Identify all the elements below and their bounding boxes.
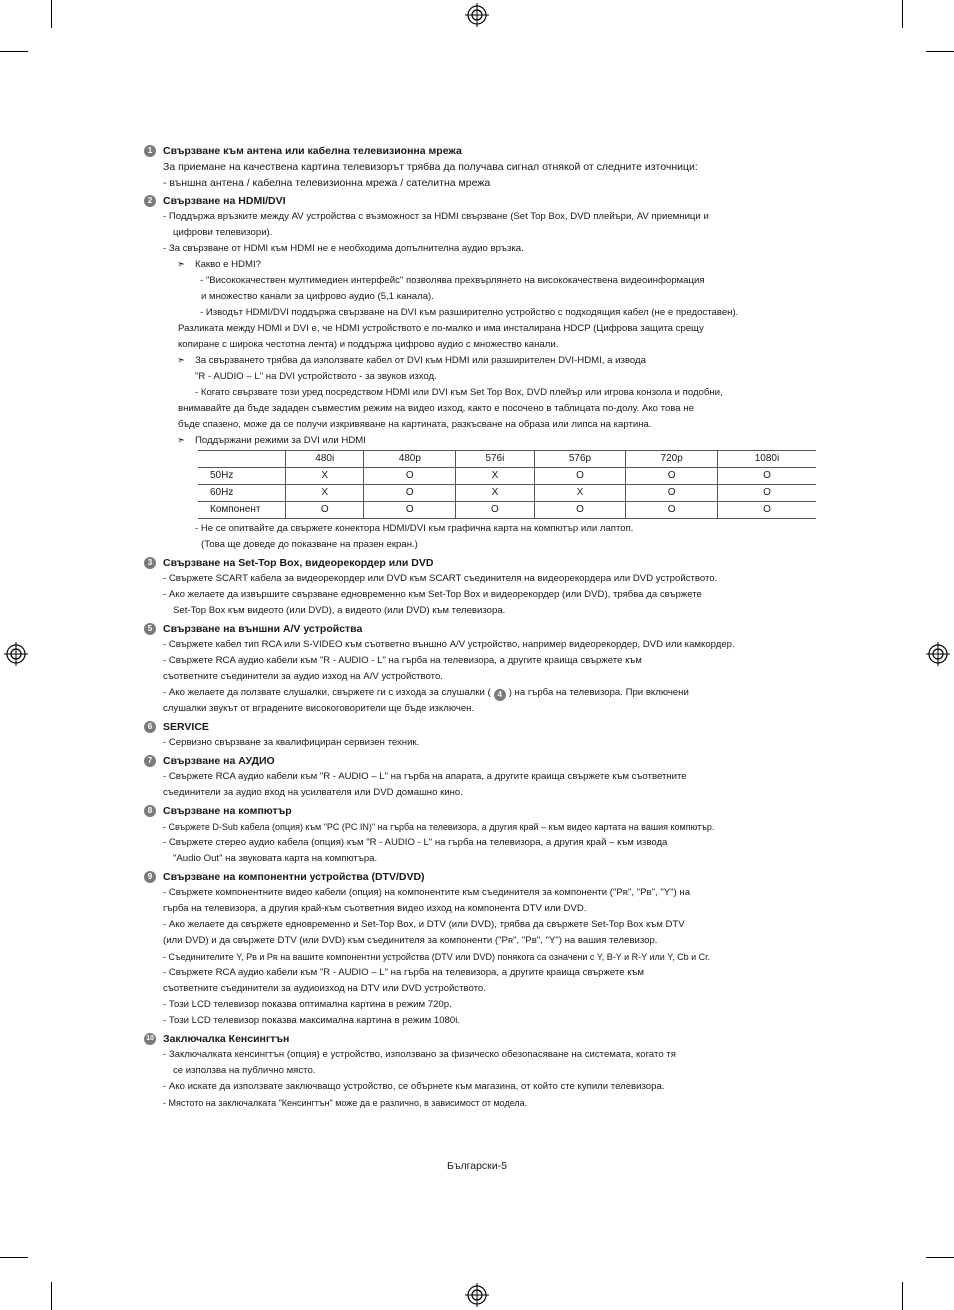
crop-mark bbox=[926, 51, 954, 52]
section-heading bbox=[144, 869, 824, 885]
text-line: - Свържете компонентните видео кабели (опция) на компонентите към съединителя за компоненти ("Pʀ", "Pʙ", "Y") на bbox=[163, 887, 691, 898]
note-line bbox=[144, 257, 824, 273]
table-cell: X bbox=[456, 468, 534, 485]
table-cell: O bbox=[717, 468, 816, 485]
registration-mark-icon bbox=[4, 642, 28, 666]
section-set-top-box bbox=[144, 555, 824, 619]
text-line: гърба на телевизора, а другия край-към съответния видео изход на компонента DTV или DVD. bbox=[163, 903, 587, 914]
section-heading bbox=[144, 143, 824, 159]
section-kensington bbox=[144, 1031, 824, 1111]
crop-mark bbox=[902, 1282, 903, 1310]
text-line: - Ако желаете да извършите свързване едновременно към Set-Top Box и видеорекордер (или DVD), трябва да свържете bbox=[163, 589, 702, 600]
table-cell: O bbox=[626, 502, 718, 519]
table-cell: 50Hz bbox=[198, 468, 286, 485]
text-line: копиране с широка честотна лента) и поддържа цифрово аудио с множество канали. bbox=[178, 339, 559, 350]
section-number-badge: 1 bbox=[144, 145, 156, 157]
note-text: За свързването трябва да използвате кабел от DVI към HDMI или разширителен DVI-HDMI, а извода bbox=[195, 355, 646, 366]
table-header-cell: 576p bbox=[534, 451, 626, 468]
crop-mark bbox=[902, 0, 903, 28]
text-line: - Поддържа връзките между AV устройства с възможност за HDMI свързване (Set Top Box, DVD плейъри, AV приемници и bbox=[163, 211, 709, 222]
text-line: - Когато свързвате този уред посредством HDMI или DVI към Set Top Box, DVD плейър или игрова конзола и подобни, bbox=[195, 387, 723, 398]
section-external-av bbox=[144, 621, 824, 717]
text-line bbox=[144, 685, 824, 701]
table-cell: O bbox=[717, 485, 816, 502]
text-line: За приемане на качествена картина телевизорът трябва да получава сигнал отнякой от следните източници: bbox=[163, 161, 698, 173]
table-cell: 60Hz bbox=[198, 485, 286, 502]
section-title: Свързване на външни A/V устройства bbox=[163, 623, 363, 635]
registration-mark-icon bbox=[465, 3, 489, 27]
table-cell: O bbox=[626, 485, 718, 502]
arrow-note-icon: ➣ bbox=[177, 259, 186, 270]
arrow-note-icon: ➣ bbox=[177, 355, 186, 366]
section-component bbox=[144, 869, 824, 1029]
table-cell: Компонент bbox=[198, 502, 286, 519]
text-line: съединители за аудио вход на усилвателя или DVD домашно кино. bbox=[163, 787, 463, 798]
text-line: - Свържете SCART кабела за видеорекордер или DVD към SCART съединителя на видеорекордера или DVD устройството. bbox=[163, 573, 718, 584]
crop-mark bbox=[0, 1257, 28, 1258]
text-line: цифрови телевизори). bbox=[173, 227, 273, 238]
section-number-badge: 5 bbox=[144, 623, 156, 635]
text-line: се използва на публично място. bbox=[173, 1065, 316, 1076]
text-line: - външна антена / кабелна телевизионна мрежа / сателитна мрежа bbox=[163, 177, 491, 189]
text-line: - Свържете D-Sub кабела (опция) към "PC (PC IN)" на гърба на телевизора, а другия край – към видео картата на вашия компютър. bbox=[163, 822, 715, 832]
text-line: "R - AUDIO – L" на DVI устройството - за звуков изход. bbox=[195, 371, 437, 382]
crop-mark bbox=[0, 51, 28, 52]
table-header-cell: 720p bbox=[626, 451, 718, 468]
text-line: - Ако желаете да свържете едновременно и Set-Top Box, и DTV (или DVD), трябва да свържете Set-Top Box към DTV bbox=[163, 919, 685, 930]
text-line: бъде спазено, може да се получи изкривяване на картината, разкъсване на образа или липса на картина. bbox=[178, 419, 652, 430]
table-cell: X bbox=[286, 485, 364, 502]
text-line: - Този LCD телевизор показва оптимална картина в режим 720p. bbox=[163, 999, 452, 1010]
section-heading bbox=[144, 803, 824, 819]
text-fragment: - Ако желаете да ползвате слушалки, свържете ги с изхода за слушалки ( bbox=[163, 687, 491, 698]
table-cell: X bbox=[456, 485, 534, 502]
text-line: - Мястото на заключалката "Кенсингтън" може да е различно, в зависимост от модела. bbox=[163, 1098, 528, 1108]
note-line bbox=[144, 353, 824, 369]
table-cell: O bbox=[286, 502, 364, 519]
text-line: - Свържете стерео аудио кабела (опция) към "R - AUDIO - L" на гърба на телевизора, а другия край – към извода bbox=[163, 837, 668, 848]
note-text: Какво е HDMI? bbox=[195, 259, 261, 270]
section-title: Свързване към антена или кабелна телевизионна мрежа bbox=[163, 145, 462, 157]
section-number-badge: 6 bbox=[144, 721, 156, 733]
text-line: слушалки звукът от вградените високоговорители ще бъде изключен. bbox=[163, 703, 475, 714]
table-row bbox=[198, 502, 816, 519]
crop-mark bbox=[926, 1257, 954, 1258]
page-footer bbox=[0, 1158, 954, 1174]
table-cell: O bbox=[626, 468, 718, 485]
section-heading bbox=[144, 1031, 824, 1047]
table-header-cell: 480p bbox=[364, 451, 456, 468]
text-line: - Изводът HDMI/DVI поддържа свързване на DVI към разширително устройство с подходящия кабел (не е предоставен). bbox=[200, 307, 739, 318]
note-line bbox=[144, 433, 824, 449]
text-line: - Сервизно свързване за квалифициран сервизен техник. bbox=[163, 737, 420, 748]
text-line: "Audio Out" на звуковата карта на компютъра. bbox=[173, 853, 378, 864]
section-heading bbox=[144, 555, 824, 571]
text-line: - Този LCD телевизор показва максимална картина в режим 1080i. bbox=[163, 1015, 460, 1026]
supported-modes-table bbox=[198, 450, 816, 519]
section-title: Свързване на Set-Top Box, видеорекордер или DVD bbox=[163, 557, 434, 569]
table-header-cell bbox=[198, 451, 286, 468]
section-number-badge: 9 bbox=[144, 871, 156, 883]
table-header-row bbox=[198, 451, 816, 468]
table-cell: O bbox=[364, 502, 456, 519]
text-line: съответните съединители за аудиоизход на DTV или DVD устройството. bbox=[163, 983, 486, 994]
section-number-badge: 3 bbox=[144, 557, 156, 569]
text-line: - Свържете RCA аудио кабели към "R - AUDIO – L" на гърба на апарата, а другите краища свържете към съответните bbox=[163, 771, 687, 782]
main-content bbox=[144, 143, 824, 1113]
section-heading bbox=[144, 621, 824, 637]
section-number-badge: 10 bbox=[144, 1033, 156, 1045]
text-line: - Не се опитвайте да свържете конектора HDMI/DVI към графична карта на компютър или лаптоп. bbox=[195, 523, 634, 534]
section-title: Свързване на HDMI/DVI bbox=[163, 195, 286, 207]
section-number-badge: 8 bbox=[144, 805, 156, 817]
section-title: Свързване на АУДИО bbox=[163, 755, 275, 767]
table-cell: O bbox=[364, 468, 456, 485]
section-number-badge: 2 bbox=[144, 195, 156, 207]
text-line: - "Висококачествен мултимедиен интерфейс" позволява прехвърлянето на висококачествена видеоинформация bbox=[200, 275, 705, 286]
table-row bbox=[198, 485, 816, 502]
crop-mark bbox=[51, 0, 52, 28]
text-line: - Заключалката кенсингтън (опция) е устройство, използвано за физическо обезопасяване на системата, когато тя bbox=[163, 1049, 676, 1060]
table-header-cell: 1080i bbox=[717, 451, 816, 468]
text-line: - Свържете кабел тип RCA или S-VIDEO към съответно външно A/V устройство, например видеорекордер, DVD или камкордер. bbox=[163, 639, 735, 650]
section-antenna bbox=[144, 143, 824, 191]
text-line: - Свържете RCA аудио кабели към "R - AUDIO – L" на гърба на телевизора, а другите краища свържете към bbox=[163, 967, 645, 978]
registration-mark-icon bbox=[465, 1283, 489, 1307]
section-heading bbox=[144, 193, 824, 209]
note-text: Поддържани режими за DVI или HDMI bbox=[195, 435, 366, 446]
text-line: - Ако искате да използвате заключващо устройство, се обърнете към магазина, от който сте купили телевизора. bbox=[163, 1081, 665, 1092]
table-cell: X bbox=[286, 468, 364, 485]
text-fragment: ) на гърба на телевизора. При включени bbox=[508, 687, 689, 698]
section-title: Заключалка Кенсингтън bbox=[163, 1033, 290, 1045]
page-number: Български-5 bbox=[447, 1160, 507, 1172]
section-heading bbox=[144, 719, 824, 735]
table-cell: O bbox=[534, 502, 626, 519]
text-line: - Съединителите Y, Pʙ и Pʀ на вашите компонентни устройства (DTV или DVD) понякога са означени с Y, B-Y и R-Y или Y, Cb и Cr. bbox=[163, 952, 711, 962]
text-line: (Това ще доведе до показване на празен екран.) bbox=[201, 539, 418, 550]
text-line: Set-Top Box към видеото (или DVD), а видеото (или DVD) към телевизора. bbox=[173, 605, 506, 616]
text-line: съответните съединители за аудио изход на A/V устройството. bbox=[163, 671, 443, 682]
text-line: и множество канали за цифрово аудио (5,1 канала). bbox=[201, 291, 434, 302]
arrow-note-icon: ➣ bbox=[177, 435, 186, 446]
text-line: (или DVD) и да свържете DTV (или DVD) към съединителя за компоненти ("Pʀ", "Pʙ", "Y") на вашия телевизор. bbox=[163, 935, 658, 946]
table-cell: X bbox=[534, 485, 626, 502]
section-computer bbox=[144, 803, 824, 867]
section-audio bbox=[144, 753, 824, 801]
section-heading bbox=[144, 753, 824, 769]
table-cell: O bbox=[534, 468, 626, 485]
table-row bbox=[198, 468, 816, 485]
section-number-badge: 7 bbox=[144, 755, 156, 767]
text-line: - За свързване от HDMI към HDMI не е необходима допълнителна аудио връзка. bbox=[163, 243, 524, 254]
section-title: Свързване на компютър bbox=[163, 805, 292, 817]
section-title: Свързване на компонентни устройства (DTV/DVD) bbox=[163, 871, 425, 883]
text-line: Разликата между HDMI и DVI е, че HDMI устройството е по-малко и има инсталирана HDCP (Цифрова защита срещу bbox=[178, 323, 704, 334]
headphone-jack-number-badge: 4 bbox=[494, 689, 506, 701]
table-cell: O bbox=[364, 485, 456, 502]
crop-mark bbox=[51, 1282, 52, 1310]
table-cell: O bbox=[456, 502, 534, 519]
text-line: - Свържете RCA аудио кабели към "R - AUDIO - L" на гърба на телевизора, а другите краища свържете към bbox=[163, 655, 642, 666]
section-service bbox=[144, 719, 824, 751]
registration-mark-icon bbox=[926, 642, 950, 666]
section-title: SERVICE bbox=[163, 721, 209, 733]
table-header-cell: 576i bbox=[456, 451, 534, 468]
text-line: внимавайте да бъде зададен съвместим режим на видео изход, както е посочено в таблицата по-долу. Ако това не bbox=[178, 403, 694, 414]
table-header-cell: 480i bbox=[286, 451, 364, 468]
table-cell: O bbox=[717, 502, 816, 519]
section-hdmi-dvi bbox=[144, 193, 824, 553]
